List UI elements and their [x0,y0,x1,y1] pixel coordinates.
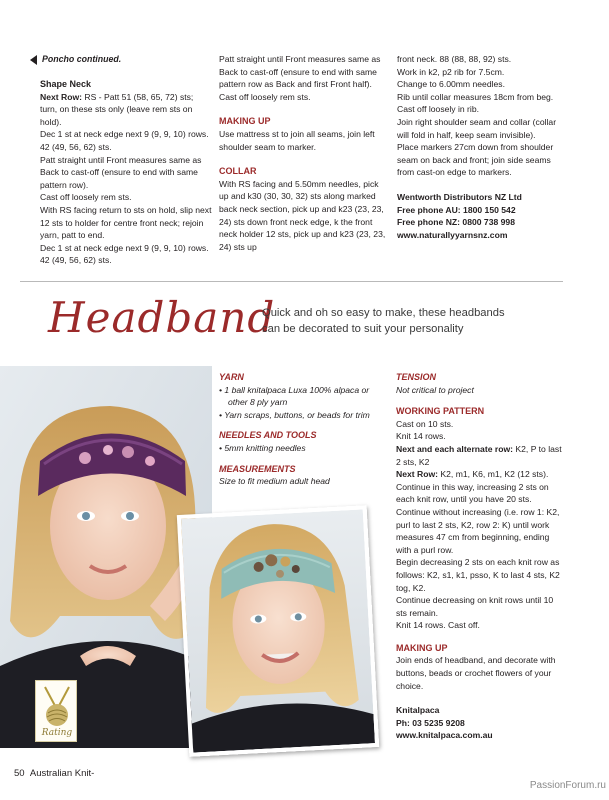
needles-item: • 5mm knitting needles [219,442,306,453]
working-step: Knit 14 rows. Cast off. [396,620,480,631]
continued-label: Poncho continued. [42,54,122,64]
headband-making-up-heading: MAKING UP [396,642,448,653]
yarn-item: • 1 ball knitalpaca Luxa 100% alpaca or other 8 ply yarn [219,384,370,408]
needles-heading: NEEDLES AND TOOLS [219,430,317,441]
tension-heading: TENSION [396,372,437,382]
working-step: Cast on 10 sts. [396,418,454,429]
headband-intro [262,306,562,337]
supplier-website[interactable]: www.knitalpaca.com.au [396,730,493,741]
page-number: 50 [14,768,25,779]
collar-text: With RS facing and 5.50mm needles, pick up and k30 (30, 30, 32) sts along marked back neck section, pick up and k23 (23, 23, 24) sts down front neck edge, k the front neck holder 12 sts, pick up and k23 (23, 23, 24) sts up [219,178,386,252]
working-pattern-heading: WORKING PATTERN [396,406,485,417]
yarn-item-text: 1 ball knitalpaca Luxa 100% alpaca or other 8 ply yarn [224,384,370,408]
col3-paragraph: Join right shoulder seam and collar (collar will fold in half, keep seam invisible). [397,116,557,140]
measurements-text: Size to fit medium adult head [219,476,330,487]
intro-line-2: can be decorated to suit your personality [262,322,464,335]
supplier-phone: Ph: 03 5235 9208 [396,717,465,728]
col1-paragraph: Dec 1 st at neck edge next 9 (9, 9, 10) rows. 42 (49, 56, 62) sts. [40,242,209,266]
alternate-row-text: K2, P to last 2 sts, K2 [396,443,562,467]
yarn-heading: YARN [219,372,244,382]
phone-nz: Free phone NZ: 0800 738 998 [397,217,515,228]
col1-paragraph: Cast off loosely rem sts. [40,192,132,203]
pattern-column-right [396,371,564,742]
yarn-item-text: Yarn scraps, buttons, or beads for trim [224,409,370,420]
poncho-column-3 [397,53,567,241]
phone-au: Free phone AU: 1800 150 542 [397,204,516,215]
intro-line-1: Quick and oh so easy to make, these headbands [262,307,505,319]
working-step [396,468,564,481]
rating-label: Rating [41,728,73,738]
continued-arrow-icon [30,55,37,65]
col1-paragraph: With RS facing return to sts on hold, slip next 12 sts to holder for centre front neck; rejoin yarn, patt to end. [40,204,212,241]
working-step: Continue without increasing (i.e. row 1: K2, purl to last 2 sts, K2, row 2: K) until work measures 47 cm from beginning, ending with a purl row. [396,506,560,555]
magazine-name: Australian Knit- [29,768,95,779]
shape-neck-next-row [40,91,212,129]
teal-headband-illustration [181,509,375,752]
working-step [396,443,564,468]
distributor-website[interactable]: www.naturallyyarnsnz.com [397,229,508,240]
knitting-ball-icon [37,683,77,729]
tension-text: Not critical to project [396,384,474,395]
page-footer [14,768,94,780]
collar-heading: COLLAR [219,166,257,177]
poncho-column-2 [219,53,387,253]
supplier-name: Knitalpaca [396,705,440,716]
continued-banner [30,53,210,67]
col3-paragraph: Place markers 27cm down from shoulder seam on back and front; join side seams from cast-on edge to markers. [397,142,554,178]
col3-paragraph: Rib until collar measures 18cm from beg. Cast off loosely in rib. [397,91,554,115]
yarn-item: • Yarn scraps, buttons, or beads for trim [219,409,370,420]
next-row-label: Next Row: [40,91,83,102]
measurements-heading: MEASUREMENTS [219,463,296,474]
alternate-row-label: Next and each alternate row: [396,443,514,454]
next-row-text: RS - Patt 51 (58, 65, 72) sts; turn, on these sts only (leave rem sts on hold). [40,91,194,127]
making-up-heading: MAKING UP [219,116,271,127]
distributor-name: Wentworth Distributors NZ Ltd [397,191,522,202]
rating-badge [35,680,77,742]
working-step: Begin decreasing 2 sts on each knit row as follows: K2, s1, k1, psso, K to last 4 sts, K2 tog, K2. [396,557,560,593]
making-up-text: Use mattress st to join all seams, join left shoulder seam to marker. [219,128,375,152]
watermark: PassionForum.ru [529,780,606,791]
col1-paragraph: Dec 1 st at neck edge next 9 (9, 9, 10) rows. 42 (49, 56, 62) sts. [40,129,209,152]
poncho-column-1 [40,78,212,267]
needles-item-text: 5mm knitting needles [224,442,306,453]
col2-paragraph: Cast off loosely rem sts. [219,91,311,102]
col3-paragraph: Change to 6.00mm needles. [397,79,505,90]
headband-making-up-text: Join ends of headband, and decorate with buttons, beads or crochet flowers of your choice. [396,655,556,691]
shape-neck-heading: Shape Neck [40,79,92,89]
working-step: Knit 14 rows. [396,431,446,442]
next-row-text: K2, m1, K6, m1, K2 (12 sts). [438,469,549,480]
headband-title: Headband [48,293,276,342]
working-step: Continue decreasing on knit rows until 10 sts remain. [396,595,554,618]
section-divider [20,281,563,282]
col3-paragraph: front neck. 88 (88, 88, 92) sts. [397,54,512,64]
next-row-label: Next Row: [396,469,439,480]
photo-teal-headband [177,505,379,757]
col3-paragraph: Work in k2, p2 rib for 7.5cm. [397,66,505,77]
pattern-column-left [219,371,379,488]
col1-paragraph: Patt straight until Front measures same as Back to cast-off (ensure to end with same pattern row). [40,154,202,190]
col2-paragraph: Patt straight until Front measures same as Back to cast-off (ensure to end with same pattern row as Back and first Front half). [219,54,381,90]
working-step: Continue in this way, increasing 2 sts on each knit row, until you have 20 sts. [396,481,549,505]
